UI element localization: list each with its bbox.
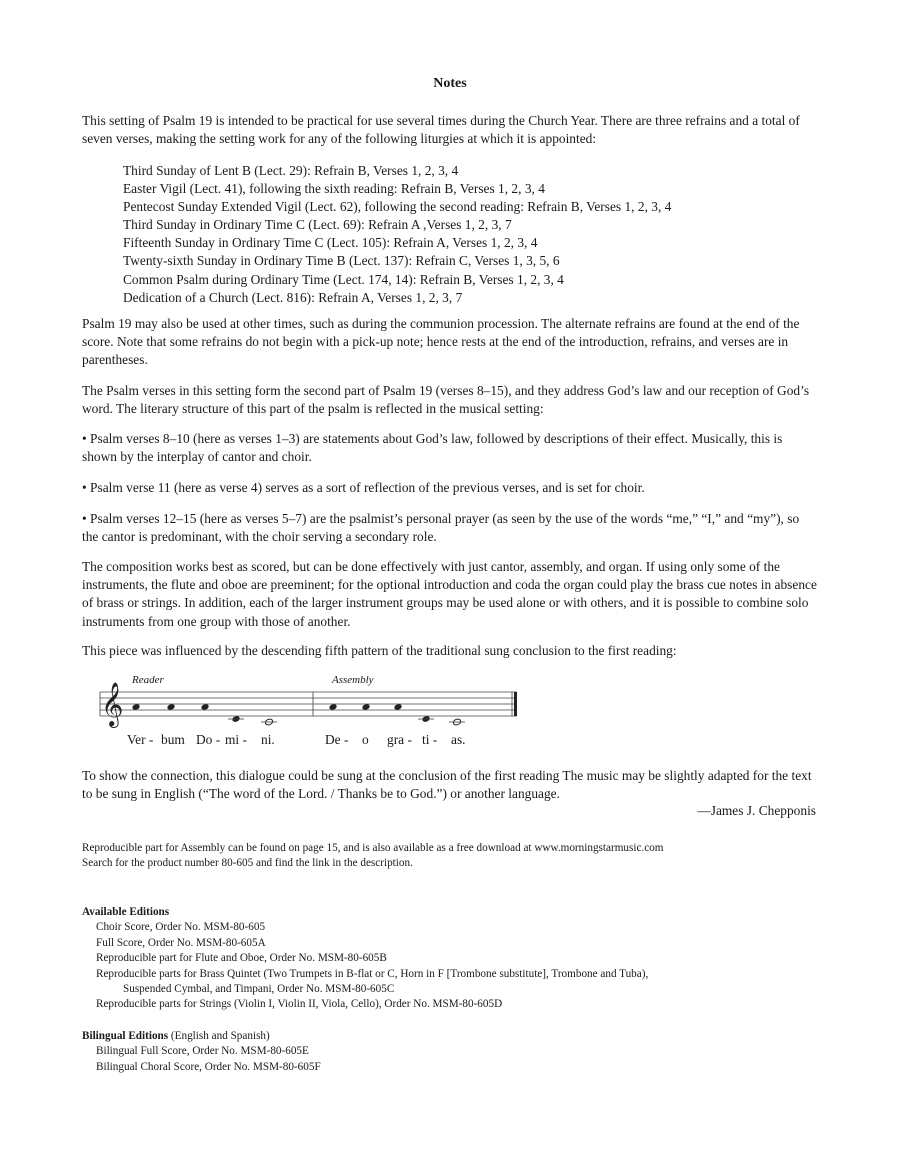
list-item: Common Psalm during Ordinary Time (Lect. 174, 14): Refrain B, Verses 1, 2, 3, 4 xyxy=(123,271,564,287)
connection-paragraph: To show the connection, this dialogue could be sung at the conclusion of the first reading The music may be slightly adapted for the text to be sung in English (“The word of the Lord. / Thanks be to God.”) or another language. xyxy=(82,768,812,802)
music-example xyxy=(92,672,522,752)
treble-clef-icon: 𝄞 xyxy=(101,682,124,726)
reader-label: Reader xyxy=(132,674,164,686)
available-editions-heading: Available Editions xyxy=(82,906,170,918)
other-times-paragraph: Psalm 19 may also be used at other times, such as during the communion procession. The alternate refrains are found at the end of the score. Note that some refrains do not begin with a pick-up note; hence rests at the end of the introduction, refrains, and verses are in parentheses. xyxy=(82,316,800,368)
list-item: Twenty-sixth Sunday in Ordinary Time B (Lect. 137): Refrain C, Verses 1, 3, 5, 6 xyxy=(123,253,560,269)
composition-paragraph: The composition works best as scored, but can be done effectively with just cantor, assembly, and organ. If using only some of the instruments, the flute and oboe are preeminent; for the optional introduction and coda the organ could play the brass cue notes in absence of brass or strings. In addition, each of the larger instrument groups may be used alone or with others, and it is possible to combine solo instruments from one group with those of another. xyxy=(82,559,817,629)
liturgy-list xyxy=(123,162,823,307)
available-editions xyxy=(82,905,822,1013)
author-signature: —James J. Chepponis xyxy=(697,803,816,818)
bilingual-heading: Bilingual Editions xyxy=(82,1030,169,1042)
lyric-syllable: ti - xyxy=(422,732,438,747)
list-item: Pentecost Sunday Extended Vigil (Lect. 62), following the second reading: Refrain B, Verses 1, 2, 3, 4 xyxy=(123,199,672,215)
edition-item: Bilingual Full Score, Order No. MSM-80-605E xyxy=(96,1045,309,1058)
bilingual-subheading: (English and Spanish) xyxy=(168,1030,270,1042)
structure-paragraph: The Psalm verses in this setting form the second part of Psalm 19 (verses 8–15), and they address God’s law and our reception of God’s word. The literary structure of this part of the psalm is reflected in the musical setting: xyxy=(82,383,810,417)
edition-item: Choir Score, Order No. MSM-80-605 xyxy=(96,921,266,934)
list-item: Easter Vigil (Lect. 41), following the sixth reading: Refrain B, Verses 1, 2, 3, 4 xyxy=(123,181,545,197)
reproducible-line: Search for the product number 80-605 and find the link in the description. xyxy=(82,857,413,870)
lyric-syllable: De - xyxy=(325,732,349,747)
lyrics xyxy=(92,732,522,752)
page-title: Notes xyxy=(433,76,467,91)
influence-paragraph: This piece was influenced by the descending fifth pattern of the traditional sung conclusion to the first reading: xyxy=(82,643,677,658)
bilingual-heading-row xyxy=(82,1029,822,1044)
bullet-verse-4: • Psalm verse 11 (here as verse 4) serves as a sort of reflection of the previous verses, and is set for choir. xyxy=(82,480,645,495)
intro-paragraph: This setting of Psalm 19 is intended to be practical for use several times during the Church Year. There are three refrains and a total of seven verses, making the setting work for any of the following liturgies at which it is appointed: xyxy=(82,113,800,147)
list-item: Third Sunday of Lent B (Lect. 29): Refrain B, Verses 1, 2, 3, 4 xyxy=(123,163,459,178)
lyric-syllable: ni. xyxy=(261,732,275,747)
edition-item: Reproducible parts for Brass Quintet (Two Trumpets in B-flat or C, Horn in F [Trombone substitute], Trombone and Tuba), xyxy=(96,967,649,980)
lyric-syllable: o xyxy=(362,732,369,747)
lyric-syllable: bum xyxy=(161,732,185,747)
assembly-label: Assembly xyxy=(332,674,374,686)
lyric-syllable: Ver - xyxy=(127,732,154,747)
list-item: Third Sunday in Ordinary Time C (Lect. 69): Refrain A ,Verses 1, 2, 3, 7 xyxy=(123,217,512,233)
list-item: Fifteenth Sunday in Ordinary Time C (Lect. 105): Refrain A, Verses 1, 2, 3, 4 xyxy=(123,235,538,251)
lyric-syllable: mi - xyxy=(225,732,247,747)
bullet-verses-5-7: • Psalm verses 12–15 (here as verses 5–7) are the psalmist’s personal prayer (as seen by the use of the words “me,” “I,” and “my”), so the cantor is predominant, with the choir serving a secondary role. xyxy=(82,511,800,545)
bullet-verses-1-3: • Psalm verses 8–10 (here as verses 1–3) are statements about God’s law, followed by descriptions of their effect. Musically, this is shown by the interplay of cantor and choir. xyxy=(82,431,783,465)
edition-item: Reproducible parts for Strings (Violin I, Violin II, Viola, Cello), Order No. MSM-80-605D xyxy=(96,998,503,1011)
edition-item: Suspended Cymbal, and Timpani, Order No. MSM-80-605C xyxy=(123,983,395,996)
lyric-syllable: Do - xyxy=(196,732,221,747)
edition-item: Bilingual Choral Score, Order No. MSM-80-605F xyxy=(96,1060,321,1073)
lyric-syllable: gra - xyxy=(387,732,412,747)
edition-item: Full Score, Order No. MSM-80-605A xyxy=(96,936,266,949)
bilingual-editions xyxy=(82,1029,822,1075)
list-item: Dedication of a Church (Lect. 816): Refrain A, Verses 1, 2, 3, 7 xyxy=(123,289,463,305)
lyric-syllable: as. xyxy=(451,732,466,747)
edition-item: Reproducible part for Flute and Oboe, Order No. MSM-80-605B xyxy=(96,952,387,965)
reproducible-note xyxy=(82,841,822,872)
reproducible-line: Reproducible part for Assembly can be found on page 15, and is also available as a free download at www.morningstarmusic.com xyxy=(82,842,664,854)
